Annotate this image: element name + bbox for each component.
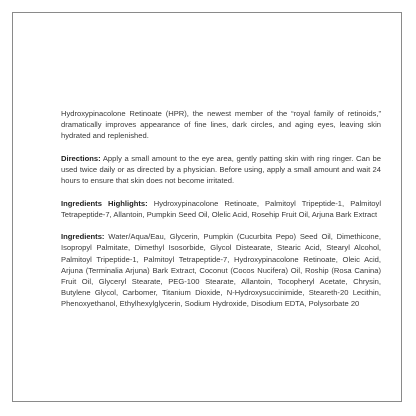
intro-paragraph [61, 108, 381, 142]
ingredients-highlights-text: Hydroxypinacolone Retinoate, Palmitoyl Tripeptide-1, Palmitoyl Tetrapeptide-7, Allantoin, Pumpkin Seed Oil, Olelic Acid, Rosehip Fruit Oil, Arjuna Bark Extract [61, 198, 382, 219]
intro-text: Hydroxypinacolone Retinoate (HPR), the newest member of the “royal family of retinoids,” dramatically improves appearance of fine lines, dark circles, and aging eyes, leaving skin hydrated and replenished. [61, 109, 381, 141]
ingredients-paragraph [61, 231, 381, 309]
ingredients-text: Water/Aqua/Eau, Glycerin, Pumpkin (Cucurbita Pepo) Seed Oil, Dimethicone, Isopropyl Palmitate, Dimethyl Isosorbide, Glycol Distearate, Stearic Acid, Stearyl Alcohol, Palmitoyl Tripeptide-1, Palmitoyl Tetrapeptide-7, Hydroxypinacolone Retinoate, Oleic Acid, Arjuna (Terminalia Arjuna) Bark Extract, Coconut (Cocos Nucifera) Oil, Roship (Rosa Canina) Fruit Oil, Glyceryl Stearate, PEG-100 Stearate, Allantoin, Tocopheryl Acetate, Chrysin, Butylene Glycol, Carbomer, Titanium Dioxide, N-Hydroxysuccinimide, Steareth-20 Lecithin, Phenoxyethanol, Ethylhexylglycerin, Sodium Hydroxide, Disodium EDTA, Polysorbate 20 [61, 232, 381, 309]
directions-paragraph [61, 153, 381, 187]
label-panel [12, 12, 402, 402]
directions-text: Apply a small amount to the eye area, gently patting skin with ring ringer. Can be used twice daily or as directed by a physician. Before using, apply a small amount and wait 24 hours to ensure that skin does not become irritated. [61, 153, 381, 186]
product-description [61, 108, 381, 310]
ingredients-heading: Ingredients: [61, 232, 105, 242]
ingredients-highlights-paragraph [61, 198, 381, 220]
directions-heading: Directions: [61, 153, 101, 163]
ingredients-highlights-heading: Ingredients Highlights: [61, 198, 148, 208]
